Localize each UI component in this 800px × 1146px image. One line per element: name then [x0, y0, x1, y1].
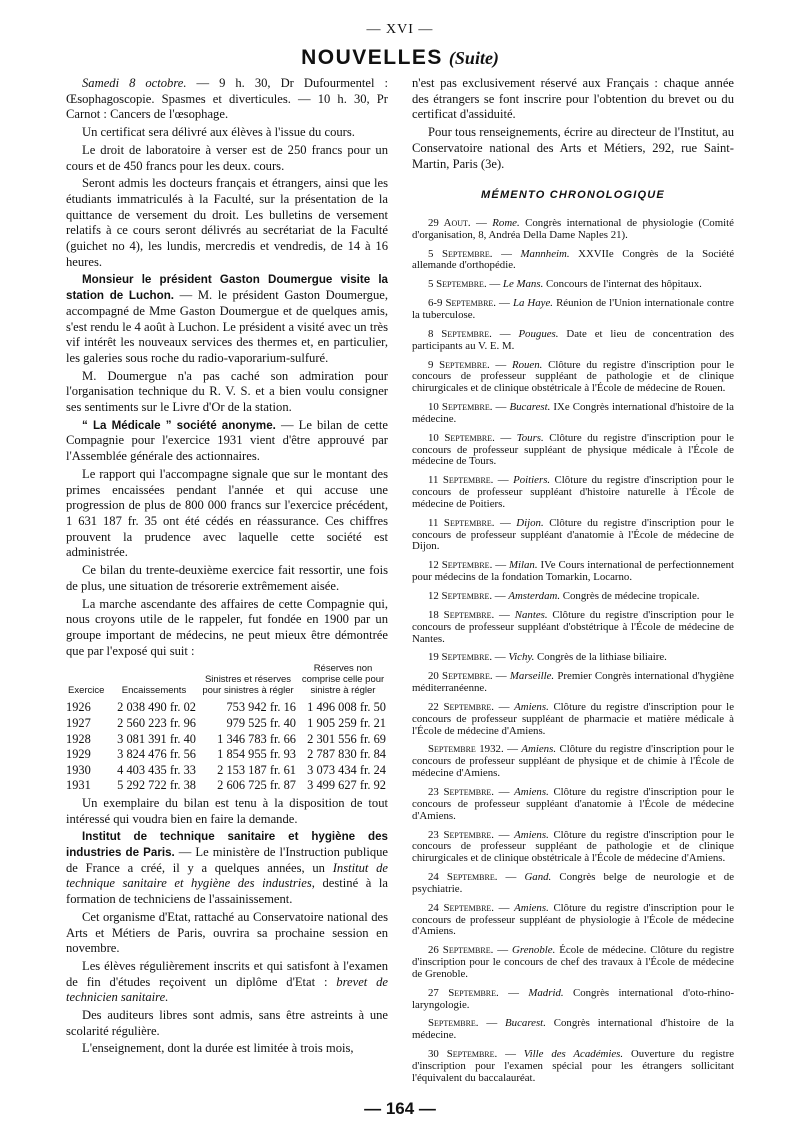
table-cell: 2 560 223 fr. 96 — [117, 715, 196, 730]
entry-text: Congrès international d'histoire de la médecine. — [412, 1017, 734, 1042]
table-cell: 1931 — [66, 778, 91, 793]
entry-place: Le Mans. — [502, 278, 544, 291]
memento-entry — [412, 329, 734, 353]
paragraph-balance: Ce bilan du trente-deuxième exercice fait ressortir, une fois de plus, une situation de trésorerie extrêmement aisée. — [66, 563, 388, 593]
entry-date: 8 Septembre. — [428, 327, 492, 340]
entry-text: Congrès international d'oto-rhino-laryngologie. — [412, 986, 735, 1011]
entry-place: Amiens. — [514, 785, 549, 798]
entry-text: IVe Cours international de perfectionnement pour médecins de la fondation Tomarkin, Locarno. — [412, 559, 735, 584]
entry-place: Amiens. — [514, 901, 549, 914]
doumergue-text: — M. le président Gaston Doumergue, accompagné de Mme Gaston Doumergue et de quelques amis, s'est rendu le 4 août à Luchon. Le président a visité avec un très vif intérêt les nouveaux services des thermes et, en particulier, les galeries sous roche du radio-vaporarium-sulfuré. — [66, 288, 388, 365]
table-cell: 979 525 fr. 40 — [226, 715, 296, 730]
entry-place: Tours. — [516, 431, 544, 444]
paragraph-organism: Cet organisme d'Etat, rattaché au Conservatoire national des Arts et Métiers de Paris, ouvrira sa prochaine session en novembre. — [66, 909, 388, 956]
table-cell: 2 606 725 fr. 87 — [217, 778, 296, 793]
entry-dash: — — [486, 278, 503, 291]
table-cell: 3 073 434 fr. 24 — [307, 762, 386, 777]
entry-dash: — — [492, 559, 509, 572]
entry-text: Congrès de la lithiase biliaire. — [534, 651, 667, 664]
table-cell: 1928 — [66, 731, 91, 746]
memento-entry — [412, 591, 734, 603]
paragraph-admission: Seront admis les docteurs français et étrangers, ainsi que les étudiants immatriculés à la Faculté, sur la présentation de la quittance de versement du droit. Les bulletins de versement relatifs à ce cours seront délivrés au secrétariat de la Faculté (guichet no 4), les lundis, mercredis et vendredis, de 14 à 16 heures. — [66, 176, 388, 269]
entry-place: Mannheim. — [520, 247, 570, 260]
table-cell: 2 301 556 fr. 69 — [307, 731, 386, 746]
entry-date: 24 Septembre. — [428, 871, 498, 884]
entry-dash: — — [493, 474, 514, 487]
entry-text: Clôture du registre d'inscription pour le concours de professeur suppléant d'histoire naturelle à l'École de médecine de Poitiers. — [412, 474, 734, 510]
diploma-name: brevet de technicien sanitaire. — [66, 974, 388, 1005]
entry-dash: — — [491, 327, 519, 340]
entry-place: Amiens. — [514, 700, 549, 713]
institute-text-a: — Le ministère de l'Instruction publique de France a créé, il y a quelques années, un — [66, 844, 389, 875]
memento-entry — [412, 787, 734, 823]
memento-entry — [412, 872, 734, 896]
entry-text: Clôture du registre d'inscription pour le concours de professeur suppléant d'anatomie à l'École de médecine d'Amiens. — [412, 785, 735, 822]
entry-date: 26 Septembre. — [428, 944, 494, 957]
entry-dash: — — [503, 743, 522, 756]
entry-date: 30 Septembre. — [428, 1048, 498, 1061]
medicale-text: — Le bilan de cette Compagnie pour l'exercice 1931 vient d'être approuvé par l'Assemblée générale des actionnaires. — [66, 417, 388, 464]
table-header-row — [66, 663, 388, 700]
entry-date: 11 Septembre. — [428, 516, 495, 529]
entry-dash: — — [470, 216, 493, 229]
entry-text: Clôture du registre d'inscription pour le concours de professeur suppléant de physiologie à l'École de médecine d'Amiens. — [412, 901, 735, 938]
entry-dash: — — [492, 670, 510, 683]
entry-dash: — — [496, 297, 513, 310]
entry-dash: — — [492, 651, 509, 664]
entry-place: Poitiers. — [513, 474, 551, 487]
memento-entry — [412, 671, 734, 695]
table-row — [66, 778, 388, 794]
memento-heading: MÉMENTO CHRONOLOGIQUE — [481, 189, 665, 202]
entry-dash: — — [492, 401, 510, 414]
entry-place: Milan. — [508, 559, 538, 572]
entry-place: Ville des Académies. — [523, 1048, 624, 1061]
memento-entry — [412, 279, 734, 291]
table-row — [66, 732, 388, 748]
entry-place: Gand. — [524, 871, 552, 884]
financial-table — [66, 663, 388, 794]
title-text: NOUVELLES — [301, 46, 443, 69]
entry-place: Vichy. — [508, 651, 535, 664]
entry-text: Premier Congrès international d'hygiène méditerranéenne. — [412, 670, 734, 695]
paragraph-medicale — [66, 418, 388, 465]
memento-entry — [412, 298, 734, 322]
entry-text: Ouverture du registre d'inscription pour l'examen spécial pour les étrangers sollicitant l'équivalent du baccalauréat. — [412, 1048, 735, 1084]
memento-entry — [412, 560, 734, 584]
column-header: Encaissements — [121, 685, 187, 697]
memento-entry — [412, 945, 734, 981]
left-column — [66, 76, 388, 1057]
paragraph-contact: Pour tous renseignements, écrire au directeur de l'Institut, au Conservatoire national des Arts et Métiers, 292, rue Saint-Martin, Paris (3e). — [412, 125, 734, 171]
table-cell: 1926 — [66, 700, 91, 715]
entry-text: Congrès belge de neurologie et de psychiatrie. — [412, 871, 735, 895]
right-column — [412, 76, 734, 1085]
entry-dash: — — [494, 828, 515, 841]
paragraph-institute — [66, 829, 388, 908]
entry-date: 27 Septembre. — [428, 986, 499, 999]
entry-date: 19 Septembre. — [428, 651, 493, 664]
entry-text: Clôture du registre d'inscription pour le concours de professeur suppléant d'anatomie à l'École de médecine de Dijon. — [412, 516, 734, 553]
memento-entry — [412, 402, 734, 426]
medicale-heading: “ La Médicale ” société anonyme. — [82, 418, 276, 432]
paragraph-lab-fee: Le droit de laboratoire à verser est de 250 francs pour un cours et de 450 francs pour les deux. cours. — [66, 142, 388, 173]
entry-date: 23 Septembre. — [428, 828, 495, 841]
page-number: — 164 — — [364, 1099, 436, 1118]
table-cell: 2 787 830 fr. 84 — [307, 747, 386, 762]
entry-place: La Haye. — [512, 297, 554, 310]
entry-text: Date et lieu de concentration des participants au V. E. M. — [412, 327, 735, 352]
table-cell: 3 824 476 fr. 56 — [117, 747, 196, 762]
paragraph-course-schedule — [66, 76, 388, 123]
memento-entry — [412, 652, 734, 664]
table-cell: 3 499 627 fr. 92 — [307, 778, 386, 793]
column-header: Sinistres et réserves pour sinistres à régler — [202, 674, 294, 697]
entry-date: 5 Septembre. — [428, 278, 487, 291]
entry-place: Grenoble. — [512, 944, 556, 957]
table-cell: 1927 — [66, 715, 91, 730]
diploma-text: Les élèves régulièrement inscrits et qui satisfont à l'examen de fin d'études reçoivent un diplôme d'Etat : — [66, 958, 388, 989]
entry-dash: — — [478, 1017, 506, 1030]
table-cell: 2 153 187 fr. 61 — [217, 762, 296, 777]
paragraph-doumergue-2: M. Doumergue n'a pas caché son admiration pour l'organisation technique du R. V. S. et a bien voulu consigner ses sentiments sur le Livre d'Or de la station. — [66, 368, 388, 415]
paragraph-report: Le rapport qui l'accompagne signale que sur le montant des primes encaissées pendant l'année et qui accuse une progression de plus de 800 000 francs sur l'exercice précédent, 1 631 187 fr. 35 ont été cédés en réassurance. Ces chiffres prouvent la prudence avec laquelle cette société est administrée. — [66, 466, 388, 560]
entry-dash: — — [494, 700, 515, 713]
entry-text: Clôture du registre d'inscription pour le concours de professeur suppléant de pathologie et de clinique chirurgicales et de clinique obstétricale à l'École de médecine d'Amiens. — [412, 828, 735, 865]
entry-place: Rome. — [492, 216, 520, 229]
memento-entry — [412, 702, 734, 738]
entry-place: Marseille. — [509, 670, 555, 683]
memento-list — [412, 218, 734, 1085]
entry-place: Madrid. — [528, 986, 564, 999]
memento-entry — [412, 518, 734, 554]
entry-dash: — — [492, 590, 509, 603]
memento-entry — [412, 610, 734, 646]
memento-entry — [412, 903, 734, 939]
table-cell: 753 942 fr. 16 — [226, 700, 296, 715]
entry-dash: — — [497, 871, 525, 884]
table-cell: 2 038 490 fr. 02 — [117, 700, 196, 715]
entry-date: 11 Septembre. — [428, 474, 494, 487]
entry-dash: — — [493, 944, 513, 957]
memento-entry — [412, 433, 734, 469]
entry-text: École de médecine. Clôture du registre d'inscription pour le concours de chef des travaux à l'École de médecine de Grenoble. — [412, 944, 735, 980]
institute-heading: Institut de technique sanitaire et hygiène des industries de Paris. — [66, 830, 388, 859]
doumergue-heading: Monsieur le président Gaston Doumergue visite la station de Luchon. — [66, 273, 388, 303]
title-suite: (Suite) — [448, 48, 499, 68]
entry-dash: — — [489, 358, 512, 371]
schedule-date: Samedi 8 octobre. — [82, 76, 187, 90]
entry-date: 23 Septembre. — [428, 785, 495, 798]
table-cell: 1 854 955 fr. 93 — [217, 747, 296, 762]
entry-text: Concours de l'internat des hôpitaux. — [543, 278, 702, 291]
entry-place: Amiens. — [521, 743, 557, 756]
paragraph-certificate: Un certificat sera délivré aux élèves à l'issue du cours. — [82, 125, 355, 140]
table-row — [66, 716, 388, 732]
entry-date: 29 Aout. — [428, 216, 471, 229]
entry-text: XXVIIe Congrès de la Société allemande d'orthopédie. — [412, 247, 735, 272]
table-cell: 4 403 435 fr. 33 — [117, 762, 196, 777]
section-folio: — XVI — — [366, 22, 434, 37]
memento-entry — [412, 744, 734, 780]
entry-place: Bucarest. — [505, 1017, 546, 1030]
memento-entry — [412, 1018, 734, 1042]
entry-date: 24 Septembre. — [428, 901, 495, 914]
schedule-text: — 9 h. 30, Dr Dufourmentel : Œsophagoscopie. Spasmes et diverticules. — 10 h. 30, Pr Carnot : Cancers de l'œsophage. — [66, 76, 388, 122]
entry-text: IXe Congrès international d'histoire de la médecine. — [412, 401, 734, 425]
entry-dash: — — [497, 1048, 524, 1061]
entry-place: Pougues. — [518, 327, 559, 340]
paragraph-growth: La marche ascendante des affaires de cette Compagnie qui, nous croyons utile de le rappeler, fut fondée en 1900 par un groupe important de médecins, ne peut mieux être démontrée que par l'exposé qui suit : — [66, 596, 388, 658]
entry-place: Amiens. — [514, 828, 549, 841]
entry-date: Septembre 1932. — [428, 743, 504, 756]
entry-text: Congrès international de physiologie (Comité d'organisation, 8, Andréa Della Dame Naples 21). — [412, 216, 734, 241]
entry-place: Bucarest. — [509, 401, 551, 414]
entry-date: 10 Septembre. — [428, 401, 493, 414]
page-title — [0, 46, 800, 70]
paragraph-auditors: Des auditeurs libres sont admis, sans être astreints à une scolarité régulière. — [66, 1008, 388, 1038]
institute-name: Institut de technique sanitaire et hygiène des industries — [66, 860, 388, 891]
entry-dash: — — [494, 785, 515, 798]
table-row — [66, 763, 388, 779]
table-cell: 1930 — [66, 762, 91, 777]
paragraph-diploma — [66, 959, 388, 1006]
entry-date: 18 Septembre. — [428, 608, 495, 621]
table-cell: 1 346 783 fr. 66 — [217, 731, 296, 746]
table-cell: 3 081 391 fr. 40 — [117, 731, 196, 746]
entry-date: 12 Septembre. — [428, 559, 493, 572]
entry-date: 12 Septembre. — [428, 590, 493, 603]
entry-text: Réunion de l'Union internationale contre la tuberculose. — [412, 297, 734, 321]
entry-dash: — — [494, 608, 515, 621]
column-header: Réserves non comprise celle pour sinistre à régler — [301, 663, 385, 697]
paragraph-teaching-cont: n'est pas exclusivement réservé aux Français : chaque année des étrangers se font inscrire pour l'obtention du brevet ou du certificat d'assiduité. — [412, 76, 734, 122]
memento-entry — [412, 988, 734, 1012]
entry-place: Rouen. — [511, 358, 543, 371]
entry-date: 20 Septembre. — [428, 670, 493, 683]
entry-place: Nantes. — [514, 608, 548, 621]
entry-date: 9 Septembre. — [428, 358, 490, 371]
entry-text: Clôture du registre d'inscription pour le concours de professeur suppléant de physique médicale à l'École de médecine de Tours. — [412, 431, 734, 468]
entry-text: Clôture du registre d'inscription pour le concours de professeur suppléant de physique et de chimie à l'École de médecine d'Amiens. — [412, 743, 735, 780]
table-cell: 1 496 008 fr. 50 — [307, 700, 386, 715]
institute-text-b: , destiné à la formation de techniciens de l'assainissement. — [66, 876, 388, 907]
table-cell: 1929 — [66, 747, 91, 762]
entry-text: Clôture du registre d'inscription pour le concours de professeur suppléant de pathologie et de clinique chirurgicales et de clinique obstétricale à l'École de médecine de Rouen. — [412, 358, 735, 395]
column-header: Exercice — [68, 685, 105, 697]
entry-dash: — — [494, 901, 515, 914]
entry-date: 6-9 Septembre. — [428, 297, 497, 310]
entry-dash: — — [494, 516, 517, 529]
table-cell: 5 292 722 fr. 38 — [117, 778, 196, 793]
memento-entry — [412, 249, 734, 273]
entry-place: Dijon. — [516, 516, 544, 529]
memento-entry — [412, 475, 734, 511]
entry-dash: — — [492, 247, 521, 260]
table-cell: 1 905 259 fr. 21 — [307, 715, 386, 730]
entry-place: Amsterdam. — [508, 590, 561, 603]
memento-entry — [412, 830, 734, 866]
paragraph-copy-available: Un exemplaire du bilan est tenu à la disposition de tout intéressé qui voudra bien en faire la demande. — [66, 795, 388, 826]
table-row — [66, 747, 388, 763]
entry-dash: — — [498, 986, 529, 999]
memento-entry — [412, 1049, 734, 1085]
paragraph-doumergue — [66, 272, 388, 366]
entry-date: 10 Septembre. — [428, 431, 495, 444]
memento-entry — [412, 360, 734, 396]
paragraph-teaching: L'enseignement, dont la durée est limitée à trois mois, — [82, 1041, 354, 1056]
entry-text: Clôture du registre d'inscription pour le concours de professeur suppléant de pharmacie et matière médicale à l'École de médecine d'Amiens. — [412, 700, 735, 737]
memento-entry — [412, 218, 734, 242]
entry-text: Congrès de médecine tropicale. — [560, 590, 700, 603]
table-row — [66, 700, 388, 716]
entry-date: 5 Septembre. — [428, 247, 493, 260]
entry-text: Clôture du registre d'inscription pour le concours de professeur suppléant d'obstétrique à l'École de médecine de Nantes. — [412, 608, 734, 645]
entry-date: Septembre. — [428, 1017, 479, 1030]
entry-dash: — — [494, 431, 517, 444]
entry-date: 22 Septembre. — [428, 700, 495, 713]
